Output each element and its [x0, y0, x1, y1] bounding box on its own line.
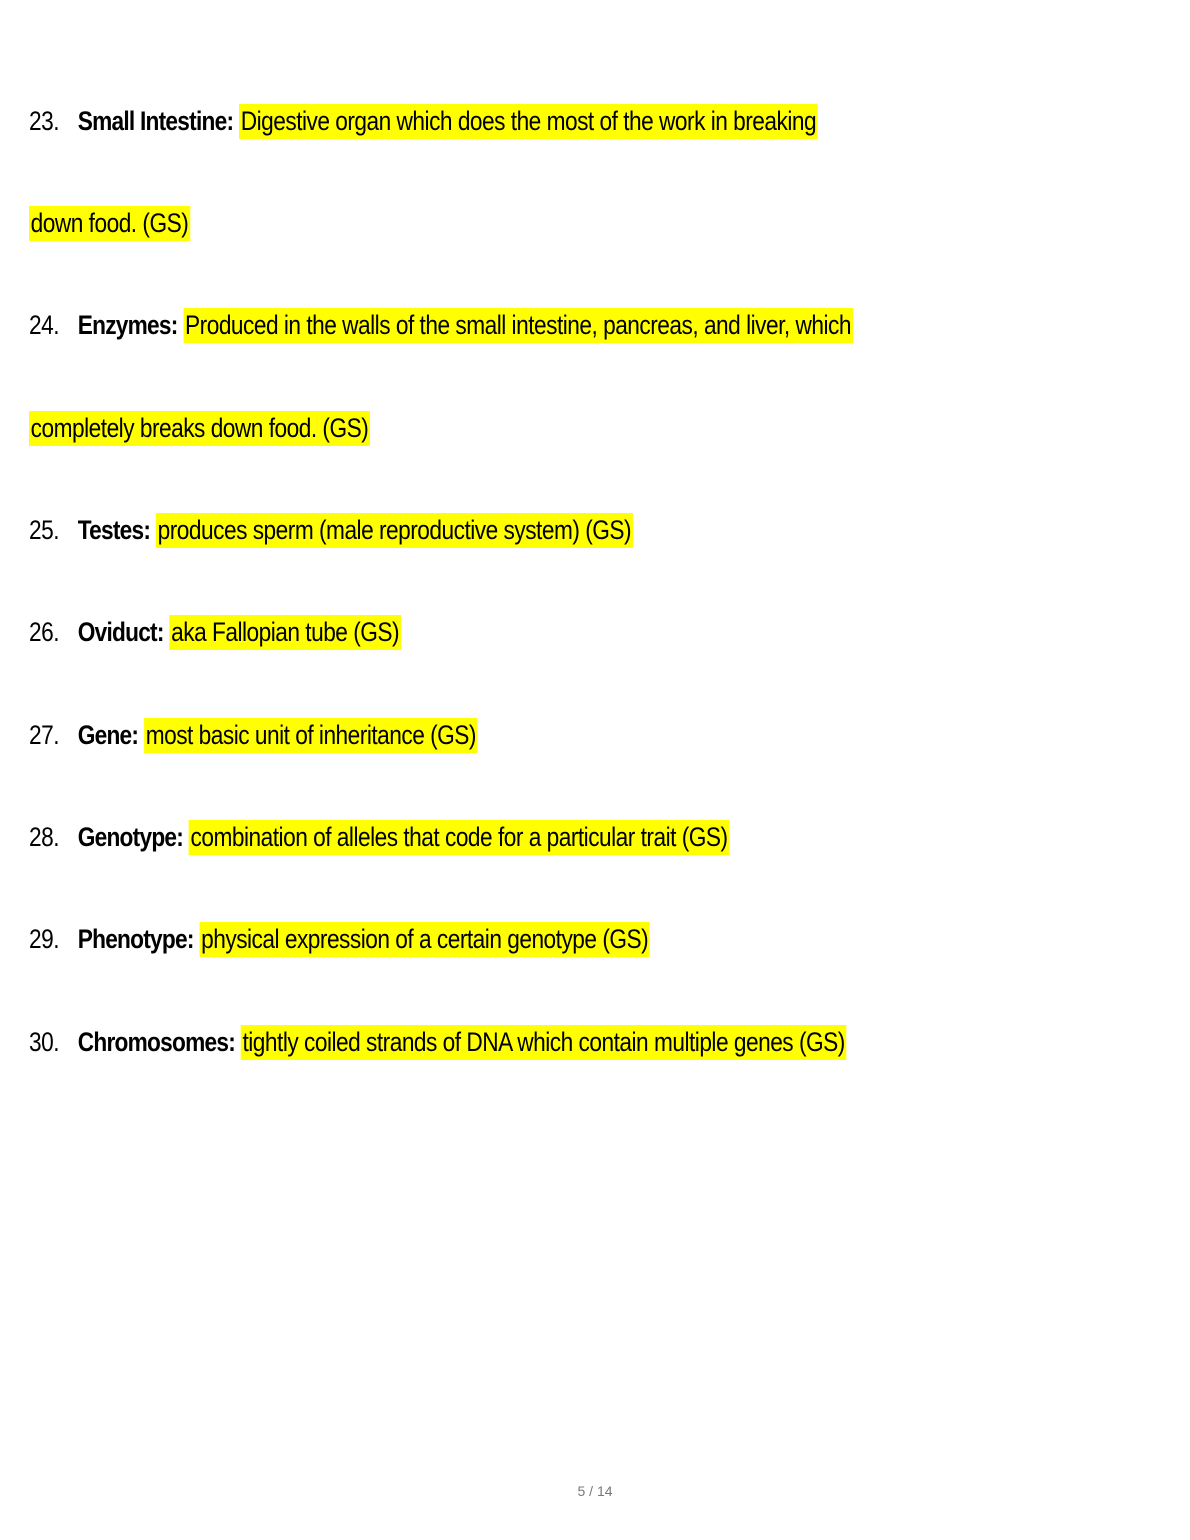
item-definition-highlight: aka Fallopian tube (GS): [169, 615, 400, 650]
list-item-24-continuation: [29, 408, 370, 448]
item-term: Enzymes:: [77, 310, 178, 340]
list-item-29: [29, 919, 650, 959]
item-term: Oviduct:: [77, 617, 164, 647]
item-number: 28.: [29, 822, 60, 852]
item-number: 25.: [29, 515, 60, 545]
item-definition-highlight: physical expression of a certain genotype (GS): [199, 922, 649, 957]
item-definition-highlight: down food. (GS): [29, 206, 190, 241]
page-indicator: 5 / 14: [577, 1483, 613, 1499]
item-term: Gene:: [77, 720, 139, 750]
item-number: 26.: [29, 617, 60, 647]
item-definition-highlight: most basic unit of inheritance (GS): [144, 718, 478, 753]
list-item-24: [29, 305, 853, 345]
item-term: Phenotype:: [77, 924, 194, 954]
list-item-23: [29, 101, 818, 141]
item-number: 30.: [29, 1027, 60, 1057]
item-definition-highlight: tightly coiled strands of DNA which contain multiple genes (GS): [241, 1025, 847, 1060]
item-number: 27.: [29, 720, 60, 750]
list-item-28: [29, 817, 729, 857]
item-number: 29.: [29, 924, 60, 954]
list-item-26: [29, 612, 401, 652]
item-definition-highlight: combination of alleles that code for a particular trait (GS): [189, 820, 729, 855]
list-item-25: [29, 510, 633, 550]
item-definition-highlight: produces sperm (male reproductive system) (GS): [156, 513, 633, 548]
list-item-30: [29, 1022, 846, 1062]
item-definition-highlight: completely breaks down food. (GS): [29, 411, 370, 446]
item-definition-highlight: Digestive organ which does the most of the work in breaking: [239, 104, 818, 139]
item-term: Genotype:: [77, 822, 184, 852]
item-term: Testes:: [77, 515, 151, 545]
item-number: 24.: [29, 310, 60, 340]
item-term: Small Intestine:: [77, 106, 234, 136]
list-item-27: [29, 715, 478, 755]
item-term: Chromosomes:: [77, 1027, 235, 1057]
item-number: 23.: [29, 106, 60, 136]
list-item-23-continuation: [29, 203, 190, 243]
item-definition-highlight: Produced in the walls of the small intestine, pancreas, and liver, which: [183, 308, 852, 343]
